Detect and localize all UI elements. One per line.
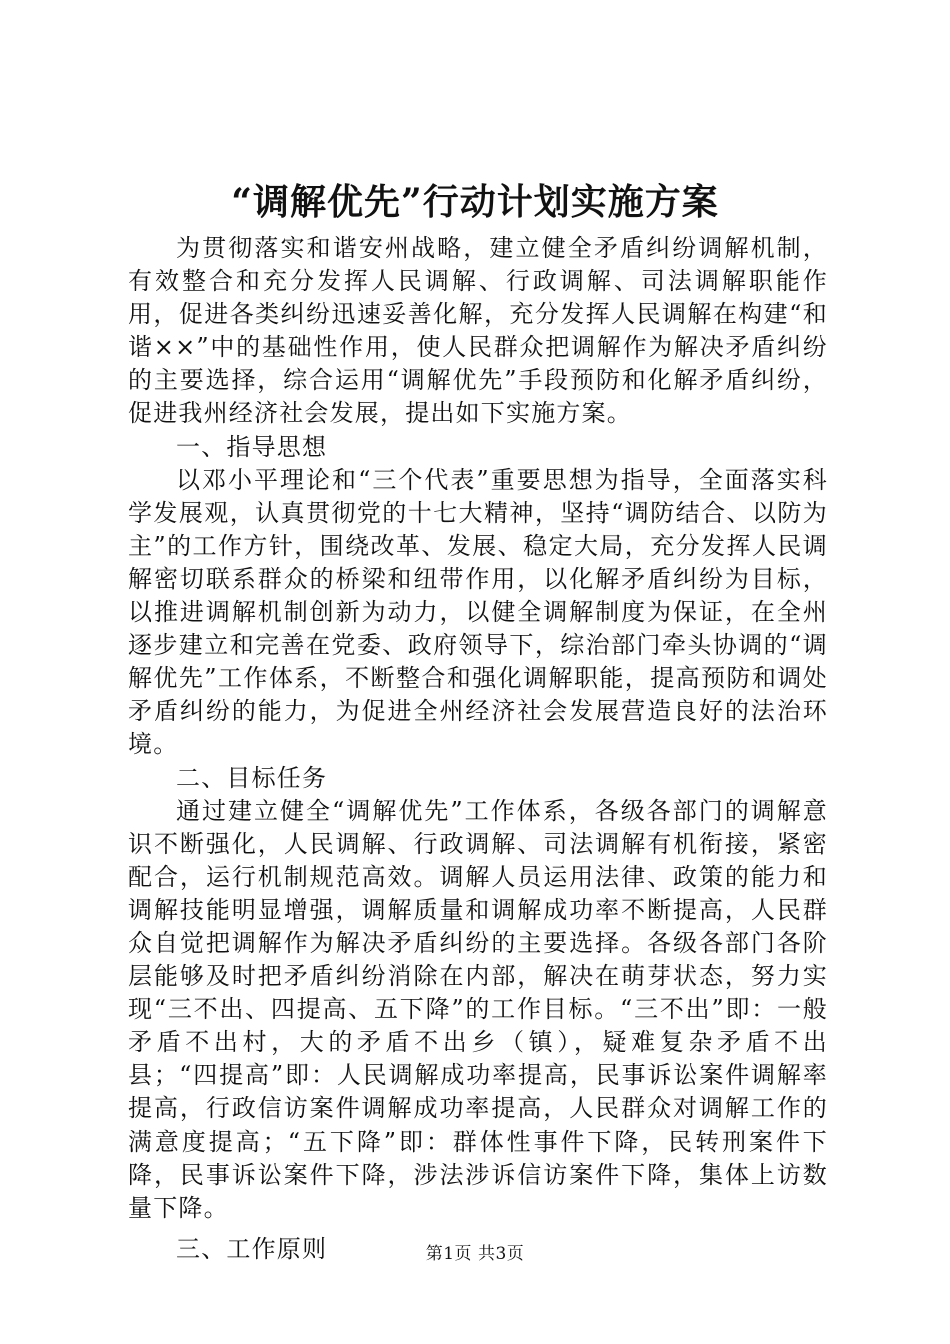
page-number-footer: 第1页 共3页	[425, 1244, 525, 1264]
section-heading-guiding-ideology: 一、指导思想	[176, 432, 328, 461]
section-heading-work-principles: 三、工作原则	[176, 1234, 328, 1263]
intro-paragraph: 为贯彻落实和谐安州战略，建立健全矛盾纠纷调解机制，有效整合和充分发挥人民调解、行政调解、司法调解职能作用，促进各类纠纷迅速妥善化解，充分发挥人民调解在构建“和谐××”中的基础性作用，使人民群众把调解作为解决矛盾纠纷的主要选择，综合运用“调解优先”手段预防和化解矛盾纠纷，促进我州经济社会发展，提出如下实施方案。	[128, 234, 828, 428]
section-heading-objectives: 二、目标任务	[176, 763, 328, 792]
guiding-ideology-paragraph: 以邓小平理论和“三个代表”重要思想为指导，全面落实科学发展观，认真贯彻党的十七大精神，坚持“调防结合、以防为主”的工作方针，围绕改革、发展、稳定大局，充分发挥人民调解密切联系群众的桥梁和纽带作用，以化解矛盾纠纷为目标，以推进调解机制创新为动力，以健全调解制度为保证，在全州逐步建立和完善在党委、政府领导下，综治部门牵头协调的“调解优先”工作体系，不断整合和强化调解职能，提高预防和调处矛盾纠纷的能力，为促进全州经济社会发展营造良好的法治环境。	[128, 465, 828, 759]
document-title: “调解优先”行动计划实施方案	[231, 181, 719, 223]
objectives-paragraph: 通过建立健全“调解优先”工作体系，各级各部门的调解意识不断强化，人民调解、行政调解、司法调解有机衔接，紧密配合，运行机制规范高效。调解人员运用法律、政策的能力和调解技能明显增强，调解质量和调解成功率不断提高，人民群众自觉把调解作为解决矛盾纠纷的主要选择。各级各部门各阶层能够及时把矛盾纠纷消除在内部，解决在萌芽状态，努力实现“三不出、四提高、五下降”的工作目标。“三不出”即：一般矛盾不出村，大的矛盾不出乡（镇），疑难复杂矛盾不出县；“四提高”即：人民调解成功率提高，民事诉讼案件调解率提高，行政信访案件调解成功率提高，人民群众对调解工作的满意度提高；“五下降”即：群体性事件下降，民转刑案件下降，民事诉讼案件下降，涉法涉诉信访案件下降，集体上访数量下降。	[128, 796, 828, 1222]
document-body	[128, 232, 828, 1266]
